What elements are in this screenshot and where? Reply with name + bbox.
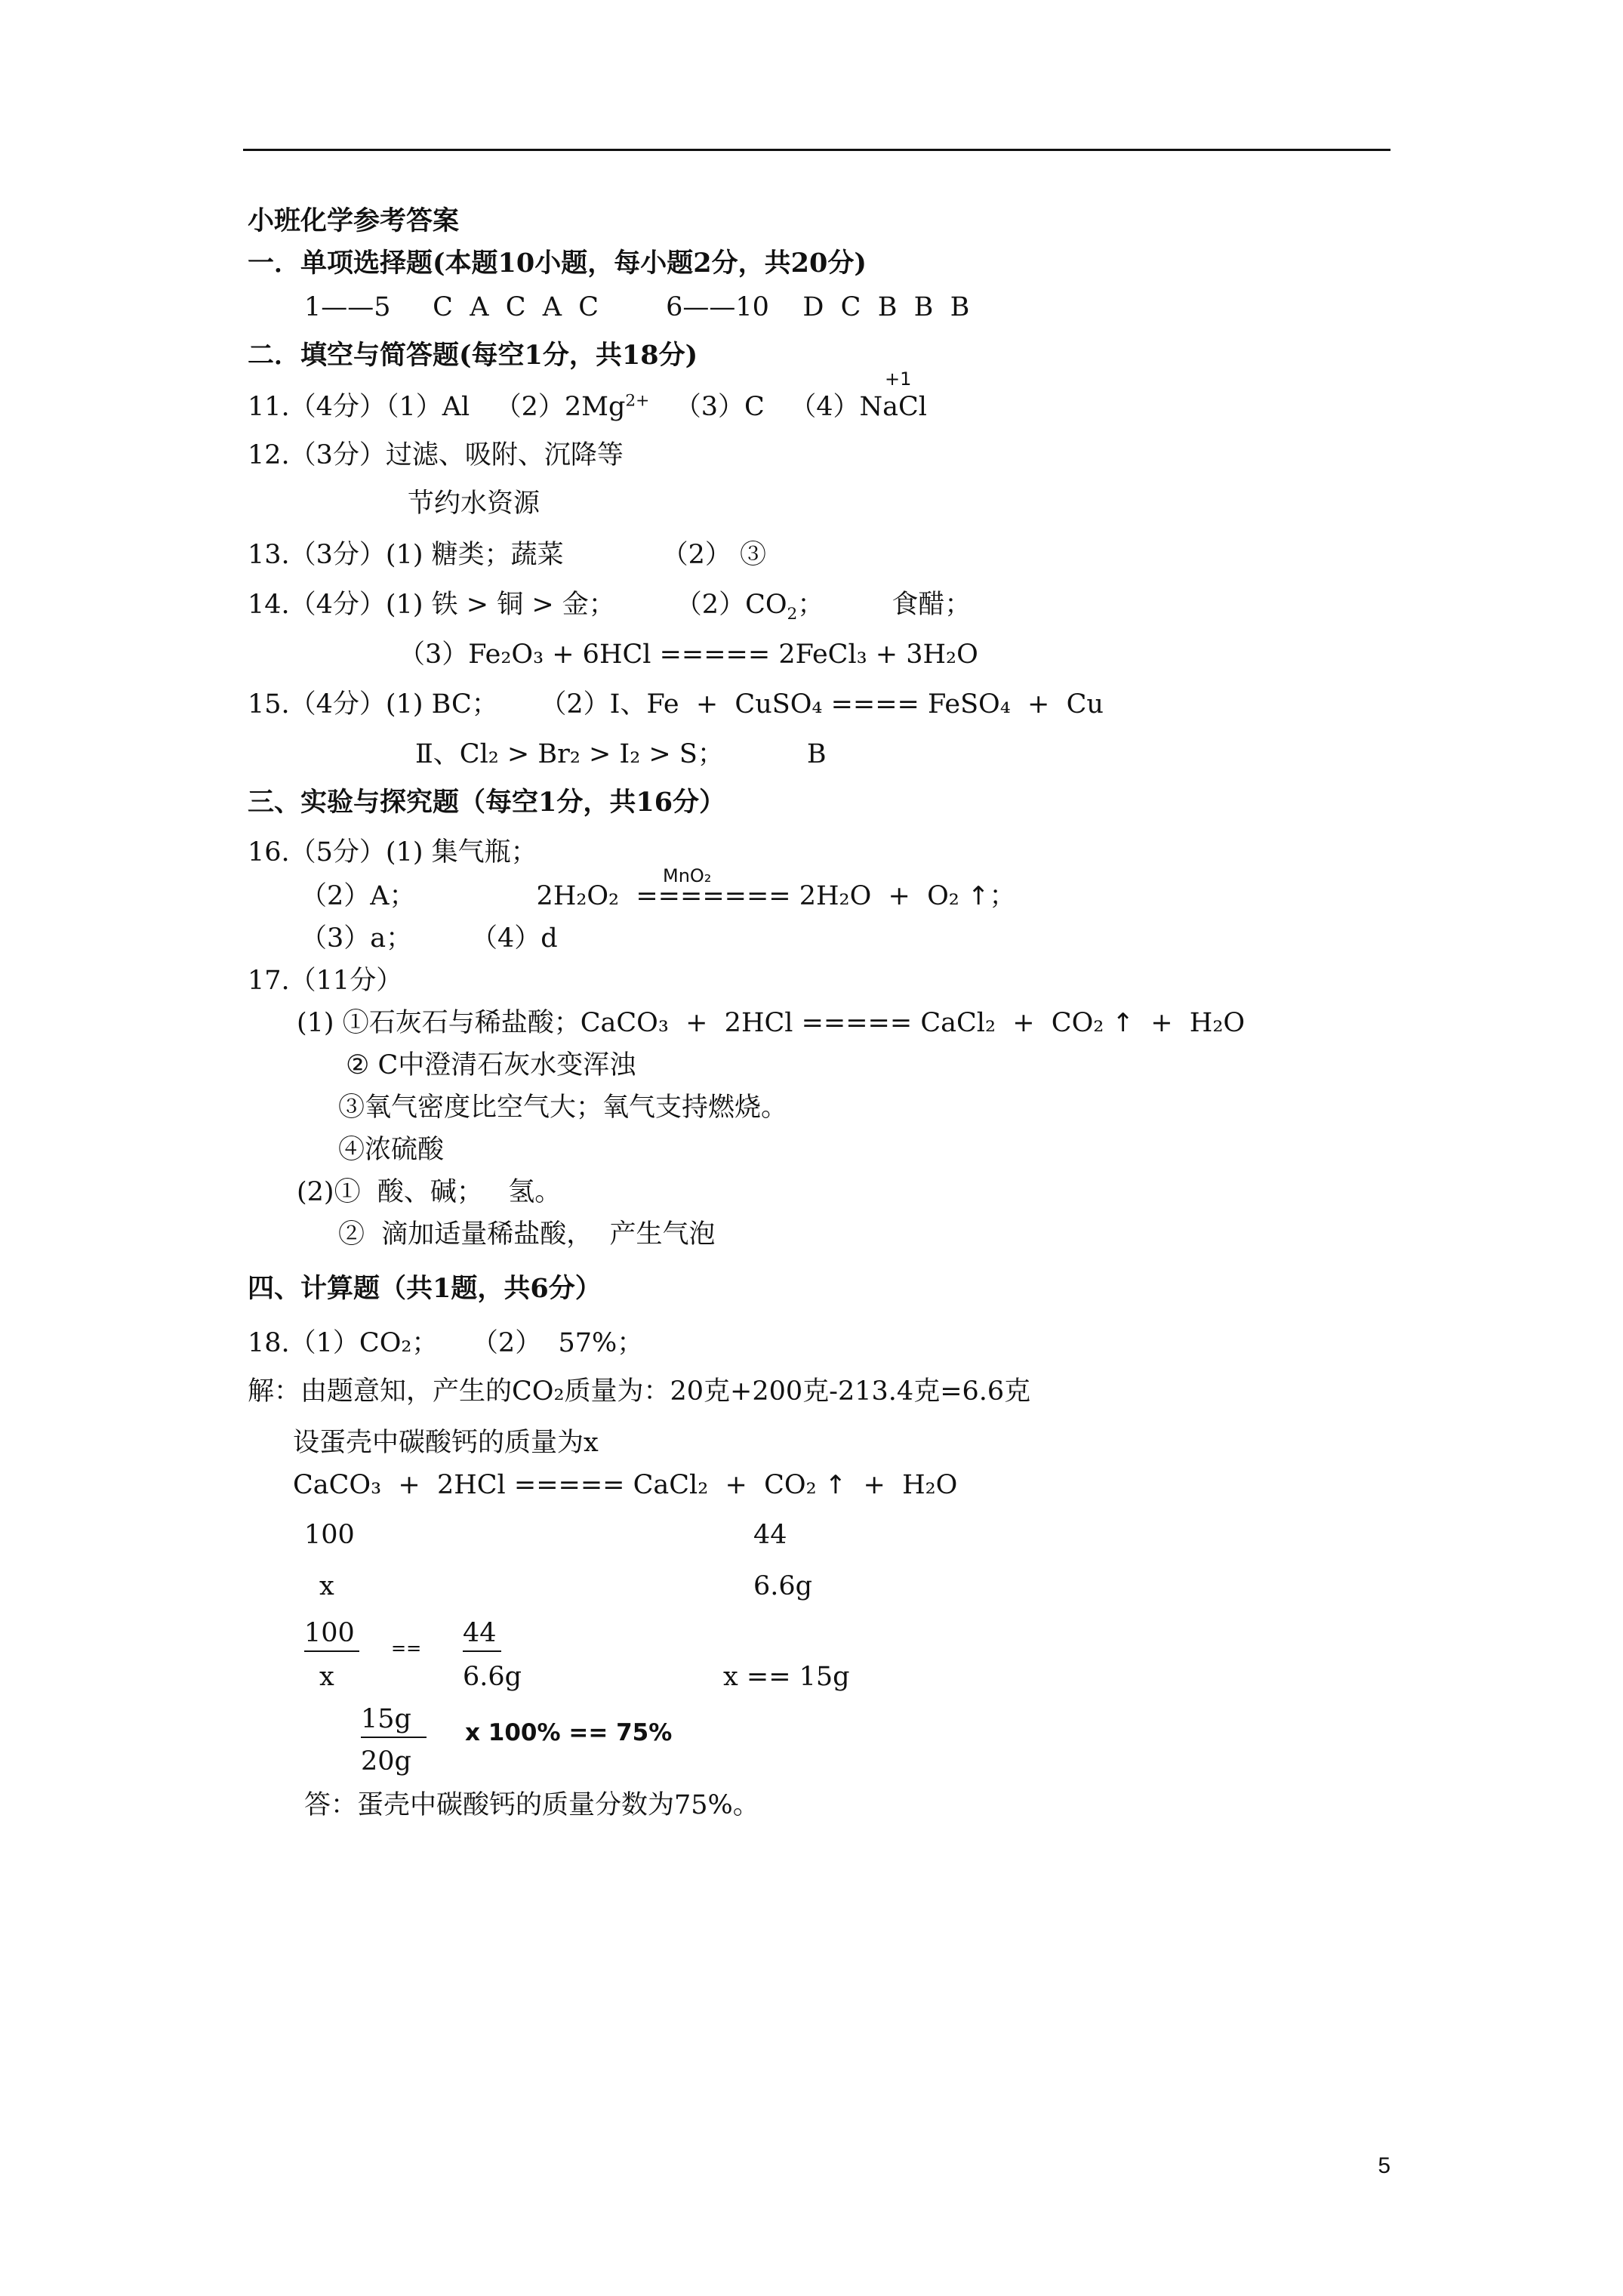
q11-a2: （2）2Mg: [494, 392, 626, 422]
q15-part2: B: [806, 739, 827, 769]
section-4-heading: 四、计算题（共1题，共6分）: [248, 1273, 602, 1304]
mass-x: x: [319, 1571, 334, 1601]
fraction-2-numerator: 44: [463, 1617, 501, 1652]
q14-part2-end: ；: [797, 590, 824, 620]
fraction-1-denominator: x: [319, 1662, 334, 1692]
q11-label: 11.（4分）: [248, 392, 386, 422]
q11-a4: （4）NaCl: [790, 392, 927, 422]
q16-part3: ；: [989, 881, 1016, 911]
page-number: 5: [1378, 2153, 1390, 2178]
q18-line1: 18.（1）CO₂； （2） 57%；: [248, 1328, 644, 1358]
ratio-equals: ==: [391, 1638, 422, 1659]
gas-arrow-icon: ↑: [824, 1470, 847, 1500]
q18-line3: 设蛋壳中碳酸钙的质量为x: [293, 1428, 599, 1458]
q16-line2: [300, 880, 1015, 912]
q11-line: [248, 391, 927, 423]
q14-line1: [248, 589, 972, 624]
q17-line4: ④浓硫酸: [338, 1135, 445, 1165]
q11-valence: +1: [885, 368, 912, 390]
gas-arrow-icon: ↑: [967, 881, 990, 911]
fraction-3-denominator: 20g: [361, 1746, 411, 1777]
q11-a1: （1）Al: [385, 392, 470, 422]
q15-line1: 15.（4分）(1) BC； （2）Ⅰ、Fe + CuSO₄ ==== FeSO₄ + Cu: [248, 689, 1104, 720]
q17-line6: ② 滴加适量稀盐酸， 产生气泡: [338, 1219, 716, 1250]
q11-a2-charge: 2+: [625, 391, 650, 411]
q14-part3: 食醋；: [892, 590, 972, 620]
section-1-answers: 1——5 C A C A C 6——10 D C B B B: [304, 292, 970, 322]
q17-line1-b: + H₂O: [1150, 1008, 1246, 1038]
mass-100: 100: [304, 1520, 355, 1550]
q18-eq-b: + H₂O: [863, 1470, 958, 1500]
section-1-heading: 一．单项选择题(本题10小题，每小题2分，共20分): [248, 248, 867, 279]
q18-equation: [293, 1469, 957, 1501]
fraction-1-numerator: 100: [304, 1617, 359, 1652]
q13-part2: （2） ③: [661, 540, 767, 570]
q17-line1-a: (1) ①石灰石与稀盐酸；CaCO₃ + 2HCl ===== CaCl₂ + CO₂: [297, 1008, 1104, 1038]
q17-line3: ③氧气密度比空气大；氧气支持燃烧。: [338, 1093, 788, 1123]
mass-6-6g: 6.6g: [753, 1571, 813, 1601]
fraction-3-numerator: 15g: [361, 1703, 427, 1738]
q14-part1: 14.（4分）(1) 铁 > 铜 > 金；: [248, 590, 615, 620]
q16-catalyst: MnO₂: [663, 865, 712, 886]
q16-part1: （2）A；: [300, 881, 416, 911]
q17-line1: [297, 1007, 1245, 1039]
q12-line1: 12.（3分）过滤、吸附、沉降等: [248, 440, 624, 470]
q18-eq-a: CaCO₃ + 2HCl ===== CaCl₂ + CO₂: [293, 1470, 817, 1500]
q14-equation: （3）Fe₂O₃ + 6HCl ===== 2FeCl₃ + 3H₂O: [399, 639, 978, 670]
q18-line2: 解：由题意知，产生的CO₂质量为：20克+200克-213.4克=6.6克: [248, 1376, 1031, 1407]
page-title: 小班化学参考答案: [248, 205, 460, 236]
mass-44: 44: [753, 1520, 787, 1550]
q11-a3: （3）C: [674, 392, 765, 422]
q18-result: x == 15g: [723, 1662, 850, 1692]
q13-part1: 13.（3分）(1) 糖类；蔬菜: [248, 540, 564, 570]
section-3-heading: 三、实验与探究题（每空1分，共16分）: [248, 787, 726, 818]
q16-equation: 2H₂O₂ ======= 2H₂O + O₂: [536, 881, 959, 911]
final-answer: 答：蛋壳中碳酸钙的质量分数为75%。: [304, 1790, 759, 1820]
section-2-heading: 二．填空与简答题(每空1分，共18分): [248, 340, 698, 371]
header-rule: [243, 149, 1390, 151]
q17-line5: (2)① 酸、碱； 氢。: [297, 1177, 562, 1207]
fraction-2-denominator: 6.6g: [463, 1662, 522, 1692]
q14-part2-sub: 2: [787, 605, 798, 624]
q15-line2: [415, 738, 827, 770]
q16-line1: 16.（5分）(1) 集气瓶；: [248, 837, 537, 868]
q14-part2: （2）CO: [675, 590, 787, 620]
percent-calculation: x 100% == 75%: [465, 1719, 673, 1746]
q12-line2: 节约水资源: [408, 488, 540, 519]
q16-line3: （3）a； （4）d: [300, 923, 558, 954]
gas-arrow-icon: ↑: [1112, 1008, 1134, 1038]
q13-line: [248, 539, 766, 571]
q15-part1: Ⅱ、Cl₂ > Br₂ > I₂ > S；: [415, 739, 724, 769]
q17-head: 17.（11分）: [248, 966, 403, 996]
q17-line2: ② C中澄清石灰水变浑浊: [346, 1050, 636, 1080]
